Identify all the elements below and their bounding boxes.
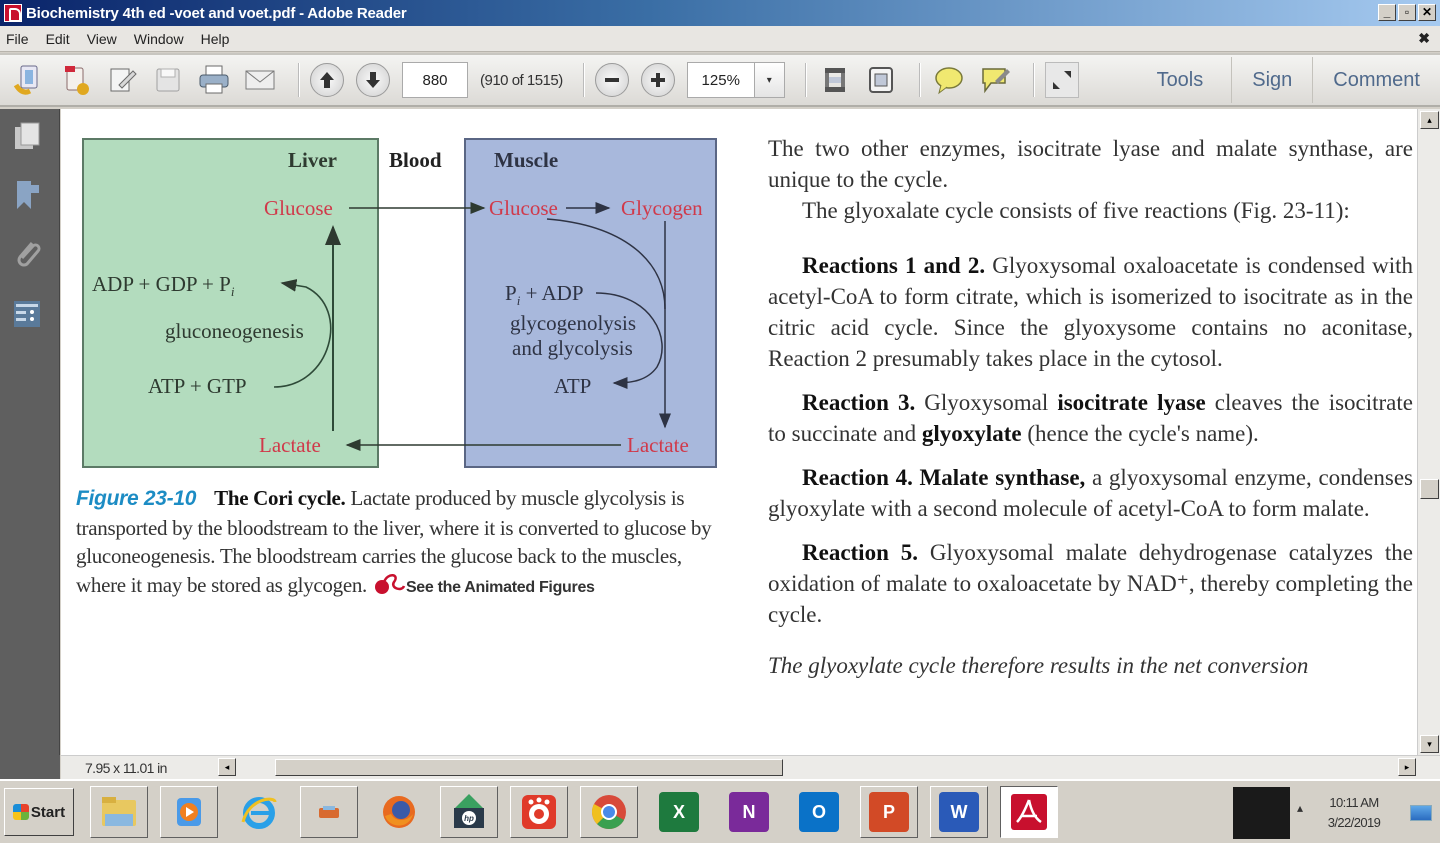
- glycolysis-label: and glycolysis: [512, 336, 633, 360]
- sign-button[interactable]: Sign: [1231, 57, 1312, 103]
- navigation-pane: [0, 109, 60, 779]
- minus-icon: [604, 72, 620, 88]
- media-player-icon: [169, 792, 209, 832]
- navigation-pane-footer: [0, 755, 60, 779]
- zoom-in-button[interactable]: [641, 63, 675, 97]
- arrow-up-icon: [319, 71, 335, 89]
- screen-recorder-icon: [519, 792, 559, 832]
- minimize-button[interactable]: _: [1378, 4, 1396, 21]
- clock-time: 10:11 AM: [1329, 795, 1379, 810]
- liver-products: ADP + GDP + $P_i$: [92, 272, 235, 300]
- internet-explorer-icon: [239, 792, 279, 832]
- tools-button[interactable]: Tools: [1156, 68, 1204, 91]
- word-icon: W: [939, 792, 979, 832]
- paragraph-reaction-3: Reaction 3. Glyoxysomal isocitrate lyase cleaves the isocitrate to succinate and glyoxylate (hence the cycle's name).: [768, 390, 1413, 446]
- toolbar-separator: [583, 63, 585, 97]
- muscle-glucose: Glucose: [489, 196, 558, 220]
- vertical-scrollbar[interactable]: [1417, 109, 1440, 755]
- windows-logo-icon: [13, 804, 29, 820]
- tray-expand-icon[interactable]: ▴: [1297, 801, 1304, 815]
- next-page-button[interactable]: [356, 63, 390, 97]
- taskbar-chrome[interactable]: [580, 786, 638, 838]
- glycogenolysis-label: glycogenolysis: [510, 311, 636, 335]
- paragraph-summary: The glyoxylate cycle therefore results in the net conversion: [768, 653, 1309, 678]
- toolbar-separator: [1033, 63, 1035, 97]
- animated-figure-icon[interactable]: [372, 572, 406, 596]
- window-title: Biochemistry 4th ed -voet and voet.pdf - Adobe Reader: [26, 4, 407, 22]
- scroll-right-button[interactable]: ▸: [1398, 758, 1416, 776]
- taskbar-word[interactable]: [930, 786, 988, 838]
- adobe-reader-icon: [1009, 792, 1049, 832]
- figure-number: Figure 23-10: [76, 487, 197, 510]
- liver-glucose: Glucose: [264, 196, 333, 220]
- start-label: Start: [30, 803, 66, 821]
- close-document-icon[interactable]: ✖: [1418, 30, 1430, 46]
- close-button[interactable]: ✕: [1418, 4, 1436, 21]
- menu-edit[interactable]: Edit: [45, 30, 70, 47]
- vertical-scroll-thumb[interactable]: [1420, 479, 1439, 499]
- clock-date: 3/22/2019: [1327, 815, 1381, 830]
- firefox-icon: [379, 792, 419, 832]
- toolbar-separator: [919, 63, 921, 97]
- liver-lactate: Lactate: [259, 433, 321, 457]
- fit-width-icon[interactable]: [817, 62, 853, 98]
- page-size-label: 7.95 x 11.01 in: [85, 760, 167, 776]
- zoom-out-button[interactable]: [595, 63, 629, 97]
- open-icon[interactable]: [12, 62, 48, 98]
- document-view[interactable]: [61, 109, 1417, 755]
- outlook-icon: O: [799, 792, 839, 832]
- page-count: (910 of 1515): [480, 71, 563, 89]
- fit-page-icon[interactable]: [863, 62, 899, 98]
- title-bar: [0, 0, 1440, 26]
- zoom-level-input[interactable]: 125%: [687, 62, 755, 98]
- previous-page-button[interactable]: [310, 63, 344, 97]
- print-icon[interactable]: [196, 62, 232, 98]
- taskbar-file-explorer[interactable]: [90, 786, 148, 838]
- toolbar-separator: [298, 63, 300, 97]
- hp-icon: [449, 792, 489, 832]
- show-desktop-button[interactable]: [1410, 805, 1432, 821]
- email-icon[interactable]: [242, 62, 278, 98]
- onenote-icon: N: [729, 792, 769, 832]
- gluconeogenesis-label: gluconeogenesis: [165, 319, 304, 343]
- menu-file[interactable]: File: [6, 30, 29, 47]
- powerpoint-icon: P: [869, 792, 909, 832]
- scroll-down-button[interactable]: ▾: [1420, 735, 1439, 753]
- status-bar: [61, 755, 1440, 779]
- menu-view[interactable]: View: [86, 30, 117, 47]
- taskbar-outlook[interactable]: [790, 786, 848, 838]
- figure-title: The Cori cycle.: [214, 486, 346, 510]
- tray-hidden-area: [1233, 787, 1290, 839]
- taskbar-firefox[interactable]: [370, 786, 428, 838]
- muscle-label: Muscle: [494, 148, 559, 172]
- plus-icon: [650, 72, 666, 88]
- folder-icon: [99, 792, 139, 832]
- zoom-dropdown-button[interactable]: ▾: [755, 62, 785, 98]
- system-clock[interactable]: [1318, 793, 1390, 833]
- muscle-glycogen: Glycogen: [621, 196, 703, 220]
- scroll-left-button[interactable]: ◂: [218, 758, 236, 776]
- comment-button[interactable]: Comment: [1312, 57, 1440, 103]
- taskbar-powerpoint[interactable]: [860, 786, 918, 838]
- menu-help[interactable]: Help: [200, 30, 230, 47]
- toolbar-separator: [805, 63, 807, 97]
- sticky-note-icon[interactable]: [931, 62, 967, 98]
- paragraph-reactions-1-2: Reactions 1 and 2. Glyoxysomal oxaloacetate is condensed with acetyl-CoA to form citrate, which is isomerized to isocitrate as in the citric acid cycle. Since the glyoxysome contains no aconitase, Reaction 2 presumably takes place in the cytosol.: [768, 253, 1413, 371]
- expand-icon[interactable]: [1045, 62, 1079, 98]
- excel-icon: X: [659, 792, 699, 832]
- taskbar-media-player[interactable]: [160, 786, 218, 838]
- body-text-column: [768, 133, 1413, 681]
- muscle-reactants: $P_i$ + ADP: [505, 281, 584, 309]
- taskbar-internet-explorer[interactable]: [230, 786, 288, 838]
- liver-label: Liver: [288, 148, 337, 172]
- adobe-reader-app-icon: [4, 4, 22, 22]
- taskbar-hp-app[interactable]: [440, 786, 498, 838]
- taskbar-onenote[interactable]: [720, 786, 778, 838]
- blood-label: Blood: [389, 148, 442, 172]
- chrome-icon: [589, 792, 629, 832]
- muscle-atp: ATP: [554, 374, 592, 398]
- svg-text:hp: hp: [464, 814, 474, 823]
- cori-cycle-figure: [61, 109, 761, 489]
- attachments-icon[interactable]: [12, 237, 42, 271]
- page-thumbnails-icon[interactable]: [12, 121, 42, 155]
- caption-body: Lactate produced by muscle glycolysis is transported by the bloodstream to the liver, where it is converted to glucose by gluconeogenesis. The bloodstream carries the glucose back to the muscles, where it may be stored as glycogen.: [76, 486, 712, 597]
- arrow-down-icon: [365, 71, 381, 89]
- taskbar-screen-recorder[interactable]: [510, 786, 568, 838]
- start-button[interactable]: [4, 788, 74, 836]
- menu-bar: [0, 26, 1440, 52]
- menu-window[interactable]: Window: [133, 30, 184, 47]
- taskbar: [0, 779, 1440, 843]
- restore-button[interactable]: ▫: [1398, 4, 1416, 21]
- paragraph: The glyoxalate cycle consists of five reactions (Fig. 23-11):: [802, 198, 1350, 223]
- horizontal-scroll-thumb[interactable]: [275, 759, 783, 776]
- create-pdf-icon[interactable]: [58, 62, 94, 98]
- taskbar-adobe-reader[interactable]: [1000, 786, 1058, 838]
- paragraph: The two other enzymes, isocitrate lyase and malate synthase, are unique to the cycle.: [768, 136, 1413, 192]
- paragraph-reaction-4: Reaction 4. Malate synthase, a glyoxysomal enzyme, condenses glyoxylate with a second molecule of acetyl-CoA to form malate.: [768, 465, 1413, 521]
- scroll-up-button[interactable]: ▴: [1420, 111, 1439, 129]
- save-icon[interactable]: [150, 62, 186, 98]
- highlight-text-icon[interactable]: [977, 62, 1013, 98]
- bookmarks-icon[interactable]: [12, 179, 42, 213]
- liver-reactants: ATP + GTP: [148, 374, 247, 398]
- page-number-input[interactable]: 880: [402, 62, 468, 98]
- figure-caption: [76, 484, 726, 602]
- layers-icon[interactable]: [12, 299, 42, 333]
- paragraph-reaction-5: Reaction 5. Glyoxysomal malate dehydrogenase catalyzes the oxidation of malate to oxaloacetate by NAD⁺, thereby completing the cycle.: [768, 540, 1413, 627]
- app-icon: [309, 792, 349, 832]
- taskbar-app-generic[interactable]: [300, 786, 358, 838]
- edit-icon[interactable]: [104, 62, 140, 98]
- muscle-lactate: Lactate: [627, 433, 689, 457]
- taskbar-excel[interactable]: [650, 786, 708, 838]
- toolbar: [0, 53, 1440, 107]
- animated-figures-link[interactable]: See the Animated Figures: [405, 578, 595, 596]
